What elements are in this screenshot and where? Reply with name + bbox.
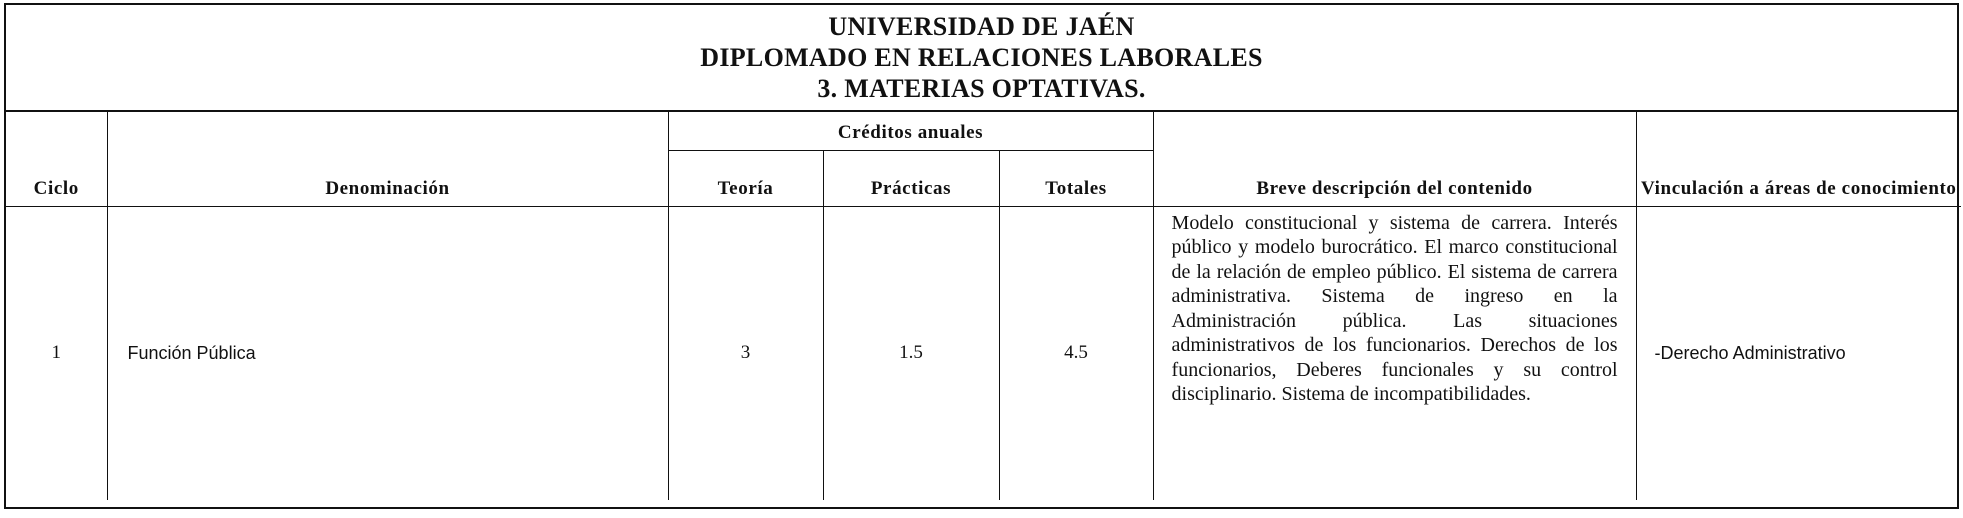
column-header-totales: Totales [999, 150, 1153, 206]
column-header-descripcion: Breve descripción del contenido [1153, 112, 1636, 206]
subjects-table [6, 112, 1961, 500]
cell-teoria: 3 [668, 206, 823, 500]
cell-practicas: 1.5 [823, 206, 999, 500]
column-header-vinculacion: Vinculación a áreas de conocimiento [1636, 112, 1961, 206]
section-title: 3. MATERIAS OPTATIVAS. [817, 74, 1146, 103]
column-header-ciclo: Ciclo [6, 112, 107, 206]
cell-ciclo: 1 [6, 206, 107, 500]
cell-totales: 4.5 [999, 206, 1153, 500]
cell-descripcion: Modelo constitucional y sistema de carrera. Interés público y modelo burocrático. El marco constitucional de la relación de empleo público. El sistema de carrera administrativa. Sistema de ingreso en la Administración pública. Las situaciones administrativos de los funcionarios. Derechos de los funcionarios, Deberes funcionales y su control disciplinario. Sistema de incompatibilidades. [1153, 206, 1636, 500]
document-sheet [4, 3, 1959, 509]
cell-vinculacion: -Derecho Administrativo [1636, 206, 1961, 500]
column-header-practicas: Prácticas [823, 150, 999, 206]
column-header-creditos-anuales: Créditos anuales [668, 112, 1153, 150]
table-row [6, 206, 1961, 500]
cell-denominacion: Función Pública [107, 206, 668, 500]
document-header [6, 5, 1957, 112]
degree-title: DIPLOMADO EN RELACIONES LABORALES [700, 43, 1263, 72]
header-row-top [6, 112, 1961, 150]
column-header-denominacion: Denominación [107, 112, 668, 206]
university-title: UNIVERSIDAD DE JAÉN [828, 12, 1135, 41]
column-header-teoria: Teoría [668, 150, 823, 206]
